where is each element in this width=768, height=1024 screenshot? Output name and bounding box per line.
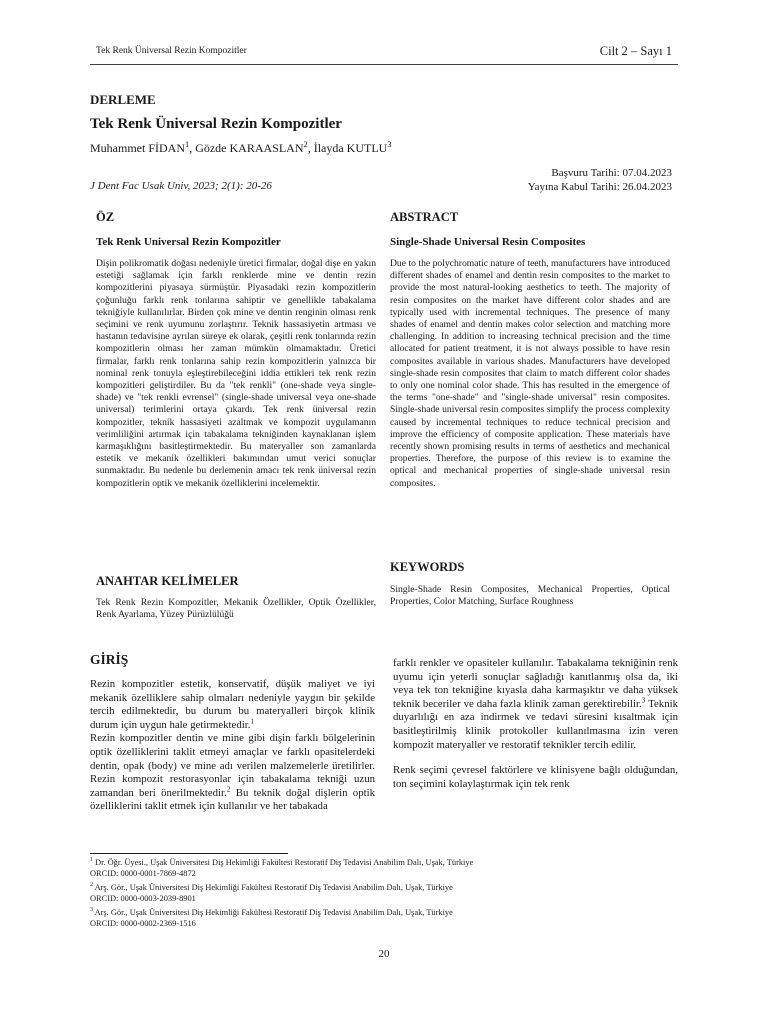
abstract-subtitle-wrap	[390, 236, 670, 248]
received-date: Başvuru Tarihi: 07.04.2023	[551, 167, 672, 179]
keywords-section	[390, 560, 670, 575]
article-type-label: DERLEME	[90, 92, 156, 107]
citation-ref: 2	[226, 784, 231, 794]
author-affiliation-ref: 1	[185, 140, 190, 149]
footnote-orcid: ORCID: 0000-0001-7869-4872	[90, 868, 196, 878]
article-dates	[528, 166, 672, 194]
citation-ref: 3	[641, 695, 646, 705]
anahtar-section	[96, 574, 376, 589]
footnote-text: Arş. Gör., Uşak Üniversitesi Diş Hekimliği Fakültesi Restoratif Diş Tedavisi Anabilim Dalı, Uşak, Türkiye	[92, 883, 453, 892]
journal-citation: J Dent Fac Usak Univ, 2023; 2(1): 20-26	[90, 180, 272, 192]
giris-paragraph-1-text: Rezin kompozitler estetik, konservatif, düşük maliyet ve iyi mekanik özelliklere sahip olmaları nedeniyle yaygın bir şekilde tercih edilmektedir, bu durum bu materyalleri birçok klinik durum için uygun hale getirmektedir.	[90, 678, 375, 731]
anahtar-heading: ANAHTAR KELİMELER	[96, 574, 239, 588]
oz-section	[96, 210, 376, 225]
abstract-section	[390, 210, 670, 225]
running-title: Tek Renk Üniversal Rezin Kompozitler	[96, 46, 247, 56]
footnote-rule	[90, 853, 288, 854]
oz-heading: ÖZ	[96, 210, 115, 224]
footnote-marker: 2	[90, 882, 93, 889]
footnote-orcid: ORCID: 0000-0003-2039-8901	[90, 893, 196, 903]
giris-paragraph-3	[393, 657, 678, 752]
abstract-subtitle: Single-Shade Universal Resin Composites	[390, 236, 586, 248]
footnote-orcid: ORCID: 0000-0002-2369-1516	[90, 918, 196, 928]
accepted-date: Yayına Kabul Tarihi: 26.04.2023	[527, 181, 672, 193]
footnote-1	[90, 858, 690, 879]
giris-paragraph-2-text: Rezin kompozitler dentin ve mine gibi dişin farklı bölgelerinin optik özelliklerini taklit etmeyi amaçlar ve farklı opasitelerdeki dentin, opak (body) ve mine adı verilen malzemelerle üretilirler. Rezin kompozit restorasyonlar için tabakalama tekniği uzun zamandan beri önerilmektedir.	[90, 732, 375, 799]
author-name: Gözde KARAASLAN	[195, 141, 304, 155]
header-rule	[90, 64, 678, 65]
oz-body	[96, 258, 376, 490]
oz-subtitle-wrap	[96, 236, 376, 248]
giris-paragraph-4: Renk seçimi çevresel faktörlere ve klinisyene bağlı olduğundan, ton seçimini kolaylaştırmak için tek renk	[393, 764, 678, 790]
giris-paragraph-2-tail: Bu teknik doğal dişlerin optik özelliklerini taklit etmek için kullanılır ve her tabakada	[90, 786, 376, 813]
abstract-text: Due to the polychromatic nature of teeth, manufacturers have introduced different shades of enamel and dentin resin composites to the market to provide the most natural-looking aesthetics to teeth. The majority of resin composites on the market have different color shades and are typically used with incremental techniques. The presence of many shades of enamel and dentin makes color selection and matching more challenging. In addition to increasing technical precision and the time allocated for patient treatment, it is not always possible to have resin composites available in various shades. Manufacturers have developed single-shade resin composites that claim to match different color shades to only one nominal color shade. This has resulted in the emergence of the terms "one-shade" and "single-shade universal" resin composites. Single-shade universal resin composites simplify the process complexity caused by incremental techniques to reduce technical precision and improve the efficiency of composite application. These materials have recently shown promising results in terms of aesthetics and mechanical properties. Therefore, the purpose of this review is to examine the optical and mechanical properties of single-shade universal resin composites.	[390, 258, 670, 489]
footnote-text: Arş. Gör., Uşak Üniversitesi Diş Hekimliği Fakültesi Restoratif Diş Tedavisi Anabilim Dalı, Uşak, Türkiye	[92, 908, 453, 917]
footnote-text: Dr. Öğr. Üyesi., Uşak Üniversitesi Diş Hekimliği Fakültesi Restoratif Diş Tedavisi Anabilim Dalı, Uşak, Türkiye	[92, 858, 474, 867]
giris-left-column	[90, 652, 375, 814]
author-name: Muhammet FİDAN	[90, 141, 185, 155]
footnote-3	[90, 908, 690, 929]
author-name: İlayda KUTLU	[313, 141, 388, 155]
author-list: Muhammet FİDAN$^1$, Gözde KARAASLAN$^2$, İlayda KUTLU$^3$	[90, 140, 392, 155]
keywords-body	[390, 584, 670, 608]
abstract-body	[390, 258, 670, 490]
page-number: 20	[378, 948, 390, 960]
giris-right-column	[393, 657, 678, 791]
citation-ref: 1	[250, 716, 255, 726]
anahtar-body	[96, 597, 376, 621]
giris-paragraph-1	[90, 678, 375, 732]
anahtar-text: Tek Renk Rezin Kompozitler, Mekanik Özellikler, Optik Özellikler, Renk Ayarlama, Yüzey Pürüzlülüğü	[96, 597, 376, 621]
oz-text: Dişin polikromatik doğası nedeniyle üretici firmalar, doğal dişe en yakın estetiği sağlamak için farklı renklerde mine ve dentin rezin kompozitlerini piyasaya sürmüştür. Piyasadaki rezin kompozitlerin çoğunluğu farklı renk tonlarına sahiptir ve genellikle tabakalama tekniğiyle kullanılırlar. Birden çok mine ve dentin renginin olması renk seçimini ve renk uyumunu zorlaştırır. Teknik hassasiyetin artması ve hastanın tedavisine ayrılan süreye ek olarak, çeşitli renk tonlarında rezin kompozitlerin olması her zaman mümkün olmamaktadır. Üretici firmalar, farklı renk tonlarına sahip rezin kompozitlerin yalnızca bir nominal renk tonuyla eşleştirebileceğini iddia ettikleri tek renk rezin kompozitleri geliştirdiler. Bu da "tek renkli" (one-shade veya single-shade) ve "tek renkli evrensel" (single-shade universal veya one-shade universal) terimlerini ortaya çıkardı. Tek renk üniversal rezin kompozitler, teknik hassasiyeti azaltmak ve kompozit uygulamanın verimliliğini artırmak için tabakalama tekniğinden kaynaklanan işlem karmaşıklığını basitleştirmektedir. Bu materyaller son zamanlarda estetik ve mekanik özellikleri bakımından umut verici sonuçlar sunmaktadır. Bu nedenle bu derlemenin amacı tek renk üniversal rezin kompozitlerin optik ve mekanik özelliklerini incelemektir.	[96, 258, 376, 489]
giris-heading: GİRİŞ	[90, 652, 129, 667]
giris-paragraph-3-tail: Teknik duyarlılığı en aza indirmek ve tedavi süresini kısaltmak için basitleştirilmiş klinik protokoller kullanılmasına izin veren kompozit materyaller ve restoratif teknikler tercih edilir.	[393, 697, 678, 751]
footnote-marker: 1	[90, 857, 93, 864]
author-affiliation-ref: 3	[387, 140, 392, 149]
giris-paragraph-3-text: farklı renkler ve opasiteler kullanılır. Tabakalama tekniğinin renk uyumu için yeterli sonuçlar sağladığı kanıtlanmış olsa da, iki veya tek ton tekniğine kıyasla daha karmaşıktır ve daha yüksek teknik beceriler ve daha fazla klinik zaman gerektirebilir.	[393, 657, 678, 710]
keywords-heading: KEYWORDS	[390, 560, 465, 574]
author-affiliation-ref: 2	[303, 140, 308, 149]
keywords-text: Single-Shade Resin Composites, Mechanical Properties, Optical Properties, Color Matching, Surface Roughness	[390, 584, 670, 608]
oz-subtitle: Tek Renk Universal Rezin Kompozitler	[96, 236, 281, 248]
giris-paragraph-2	[90, 732, 375, 814]
abstract-heading: ABSTRACT	[390, 210, 459, 224]
article-title: Tek Renk Üniversal Rezin Kompozitler	[90, 116, 342, 132]
footnote-2	[90, 883, 690, 904]
volume-issue: Cilt 2 – Sayı 1	[599, 44, 672, 58]
footnote-marker: 3	[90, 907, 93, 914]
